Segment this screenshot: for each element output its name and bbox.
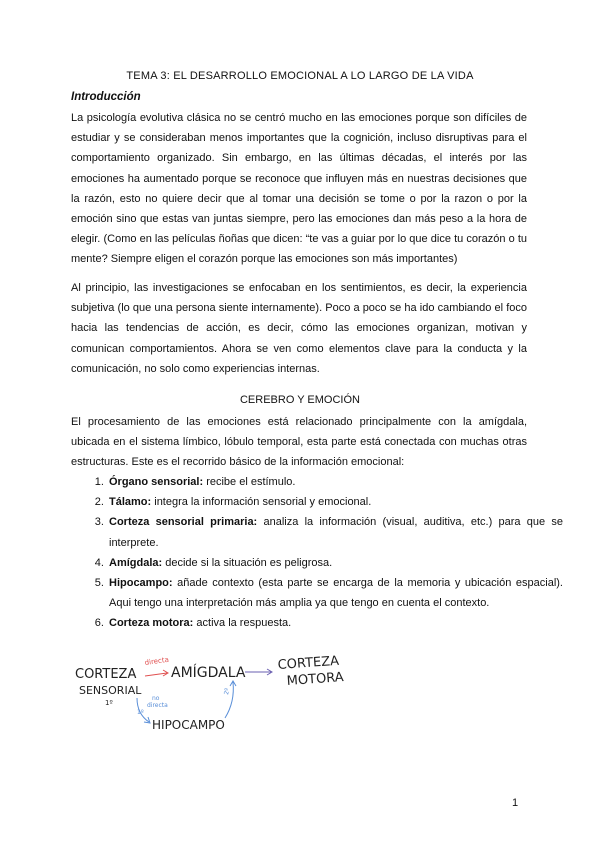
list-item <box>107 492 563 512</box>
context-arrow <box>225 682 233 718</box>
diagram-corteza-sensorial-line2: SENSORIAL <box>79 684 142 697</box>
research-paragraph: Al principio, las investigaciones se enfocaban en los sentimientos, es decir, la experiencia subjetiva (lo que una persona siente internamente). Poco a poco se ha ido cambiando el foco hacia las tendencias de acción, es decir, cómo las emociones organizan, motivan y comunican comportamientos. Ahora se ven como elementos clave para la conducta y la comunicación, no solo como experiencias internas. <box>71 282 527 375</box>
step-text: analiza la información (visual, auditiva, etc.) para que se interprete. <box>109 516 563 549</box>
brain-paragraph: El procesamiento de las emociones está relacionado principalmente con la amígdala, ubicada en el sistema límbico, lóbulo temporal, esta parte está conectada con muchas otras estructuras. Este es el recorrido básico de la información emocional: <box>71 416 527 469</box>
diagram-order-2: 2º <box>223 687 232 696</box>
diagram-hipocampo: HIPOCAMPO <box>152 718 225 732</box>
step-term: Amígdala: <box>109 556 163 569</box>
step-text: activa la respuesta. <box>193 617 292 630</box>
list-item <box>107 573 563 613</box>
diagram-no-label: no <box>152 695 160 702</box>
diagram-corteza-motora-line2: MOTORA <box>286 670 345 689</box>
section-heading: CEREBRO Y EMOCIÓN <box>239 394 360 406</box>
step-text: recibe el estímulo. <box>203 476 296 488</box>
diagram-corteza-motora-line1: CORTEZA <box>277 653 340 673</box>
diagram-amigdala: AMÍGDALA <box>171 665 246 681</box>
diagram-corteza-sensorial-line1: CORTEZA <box>75 667 137 682</box>
handwritten-pathway-diagram <box>75 652 375 737</box>
list-item <box>107 512 563 552</box>
diagram-no-directa-label: directa <box>147 702 168 709</box>
list-item <box>107 472 563 492</box>
page-number: 1 <box>512 797 519 809</box>
step-term: Corteza sensorial primaria: <box>109 516 258 529</box>
step-term: Hipocampo: <box>109 577 173 590</box>
intro-heading: Introducción <box>71 91 141 103</box>
list-item <box>107 553 563 573</box>
step-term: Tálamo: <box>109 496 152 509</box>
step-text: añade contexto (esta parte se encarga de la memoria y ubicación espacial). Aqui tengo una interpretación más amplia ya que tengo en cuenta el contexto. <box>109 577 563 610</box>
page-title: TEMA 3: EL DESARROLLO EMOCIONAL A LO LARGO DE LA VIDA <box>126 70 474 82</box>
intro-paragraph: La psicología evolutiva clásica no se centró mucho en las emociones porque son difíciles de estudiar y se consideraban menos importantes que la cognición, incluso disruptivas para el comportamiento organizado. Sin embargo, en las últimas décadas, el interés por las emociones ha aumentado porque se reconoce que influyen más en nuestras decisiones que la razón, esto no quiere decir que al tomar una decisión se tome o por la razon o por la emoción sino que estas van juntas siempre, pero las emociones dan más peso a la hora de elegir. (Como en las películas ñoñas que dicen: “te vas a guiar por lo que dice tu corazón o tu mente? Siempre eligen el corazón porque las emociones son más importantes) <box>71 112 527 266</box>
step-text: decide si la situación es peligrosa. <box>162 556 333 569</box>
step-term: Corteza motora: <box>109 617 194 630</box>
diagram-directa-label: directa <box>144 655 170 667</box>
step-term: Órgano sensorial: <box>109 476 204 488</box>
emotion-pathway-list <box>71 472 563 634</box>
diagram-order-1: 1º <box>105 699 113 707</box>
diagram-order-1b: 1º <box>137 709 144 716</box>
list-item <box>107 613 563 633</box>
step-text: integra la información sensorial y emocional. <box>151 496 372 509</box>
